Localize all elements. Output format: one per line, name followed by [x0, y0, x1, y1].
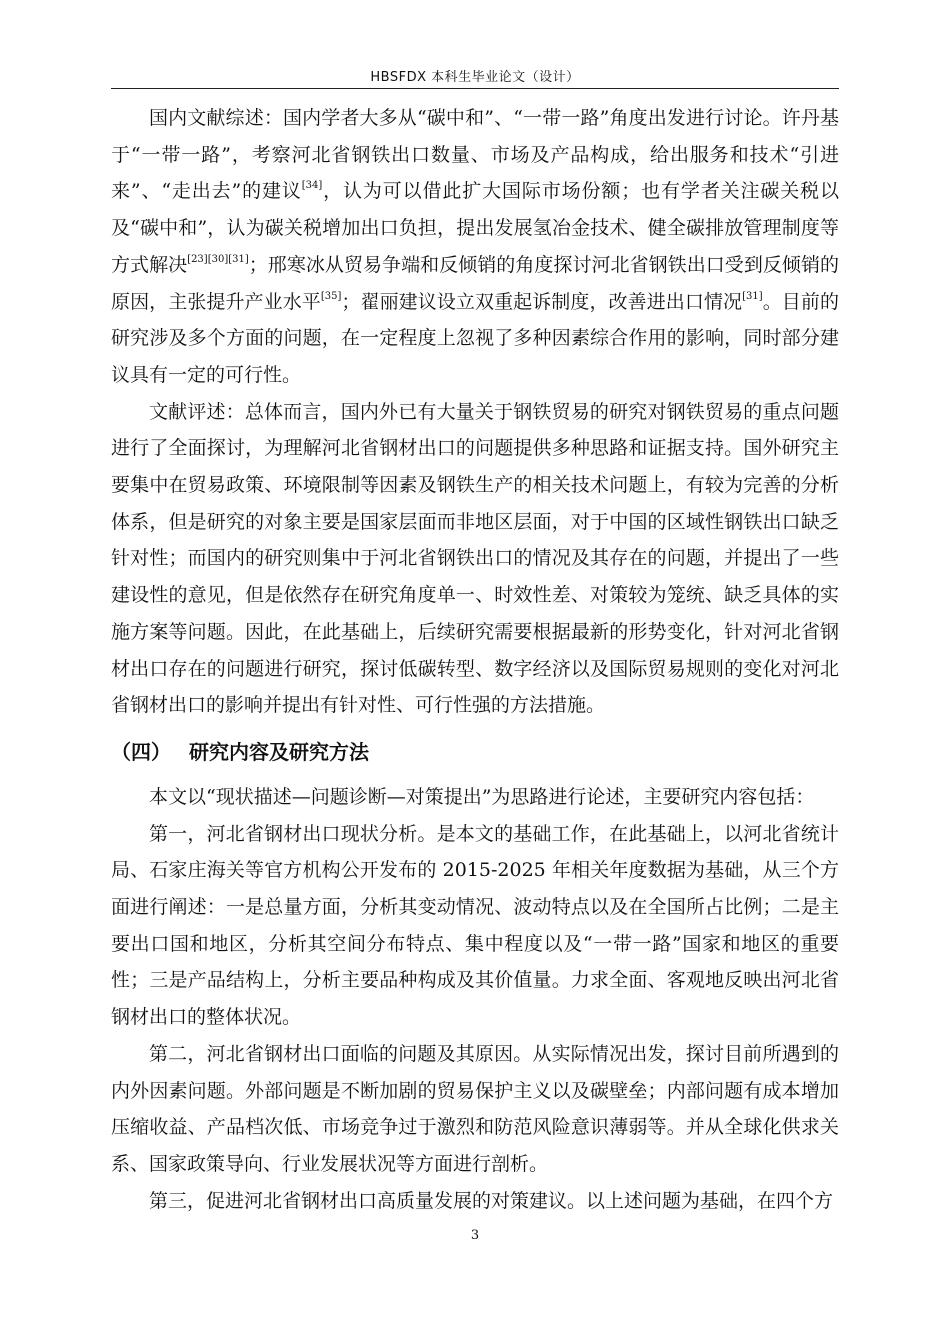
paragraph-literature-comment: 文献评述：总体而言，国内外已有大量关于钢铁贸易的研究对钢铁贸易的重点问题进行了全面探讨，为理解河北省钢材出口的问题提供多种思路和证据支持。国外研究主要集中在贸易政策、环境限制等因素及钢铁生产的相关技术问题上，有较为完善的分析体系，但是研究的对象主要是国家层面而非地区层面，对于中国的区域性钢铁出口缺乏针对性；而国内的研究则集中于河北省钢铁出口的情况及其存在的问题，并提出了一些建设性的意见，但是依然存在研究角度单一、时效性差、对策较为笼统、缺乏具体的实施方案等问题。因此，在此基础上，后续研究需要根据最新的形势变化，针对河北省钢材出口存在的问题进行研究，探讨低碳转型、数字经济以及国际贸易规则的变化对河北省钢材出口的影响并提出有针对性、可行性强的方法措施。	[111, 400, 839, 717]
section-heading-text: 研究内容及研究方法	[189, 739, 369, 764]
paragraph-research-outline: 本文以“现状描述—问题诊断—对策提出”为思路进行论述，主要研究内容包括：	[149, 785, 815, 808]
text-run: ；邢寒冰从贸易争端和反倾销的角度探讨河北省钢铁出口受到反倾销的原因，主张提升产业水平	[111, 253, 839, 313]
text-run: ，认为可以借此扩大国际市场份额；也有学者关注碳关税以及“碳中和”，认为碳关税增加出口负担，提出发展氢冶金技术、健全碳排放管理制度等方式解决	[111, 180, 839, 276]
text-run: 。目前的研究涉及多个方面的问题，在一定程度上忽视了多种因素综合作用的影响，同时部分建议具有一定的可行性。	[111, 290, 839, 386]
section-heading	[111, 725, 839, 779]
page-number: 3	[470, 1228, 480, 1243]
citation-ref: [35]	[320, 290, 342, 302]
page-header: HBSFDX 本科生毕业论文（设计）	[370, 70, 580, 85]
citation-ref: [34]	[301, 180, 323, 192]
section-heading-number: （四）	[111, 739, 171, 764]
paragraph-content-third: 第三，促进河北省钢材出口高质量发展的对策建议。以上述问题为基础，在四个方	[149, 1189, 834, 1212]
citation-ref: [31]	[742, 290, 763, 302]
page-body	[111, 100, 839, 1219]
citation-ref: [23][30][31]	[187, 253, 249, 265]
paragraph-content-first: 第一，河北省钢材出口现状分析。是本文的基础工作，在此基础上，以河北省统计局、石家庄海关等官方机构公开发布的 2015-2025 年相关年度数据为基础，从三个方面进行阐述：一是总量方面，分析其变动情况、波动特点以及在全国所占比例；二是主要出口国和地区，分析其空间分布特点、集中程度以及“一带一路”国家和地区的重要性；三是产品结构上，分析主要品种构成及其价值量。力求全面、客观地反映出河北省钢材出口的整体状况。	[111, 822, 839, 1029]
paragraph-content-second: 第二，河北省钢材出口面临的问题及其原因。从实际情况出发，探讨目前所遇到的内外因素问题。外部问题是不断加剧的贸易保护主义以及碳壁垒；内部问题有成本增加压缩收益、产品档次低、市场竞争过于激烈和防范风险意识薄弱等。并从全球化供求关系、国家政策导向、行业发展状况等方面进行剖析。	[111, 1042, 839, 1175]
text-run: 国内文献综述：国内学者大多从“碳中和”、“一带一路”角度出发进行讨论。许丹基于“一带一路”，考察河北省钢铁出口数量、市场及产品构成，给出服务和技术“引进来”、“走出去”的建议	[111, 107, 839, 203]
header-rule	[111, 88, 839, 89]
paragraph-domestic-review	[111, 100, 839, 394]
text-run: ；翟丽建议设立双重起诉制度，改善进出口情况	[341, 290, 743, 313]
